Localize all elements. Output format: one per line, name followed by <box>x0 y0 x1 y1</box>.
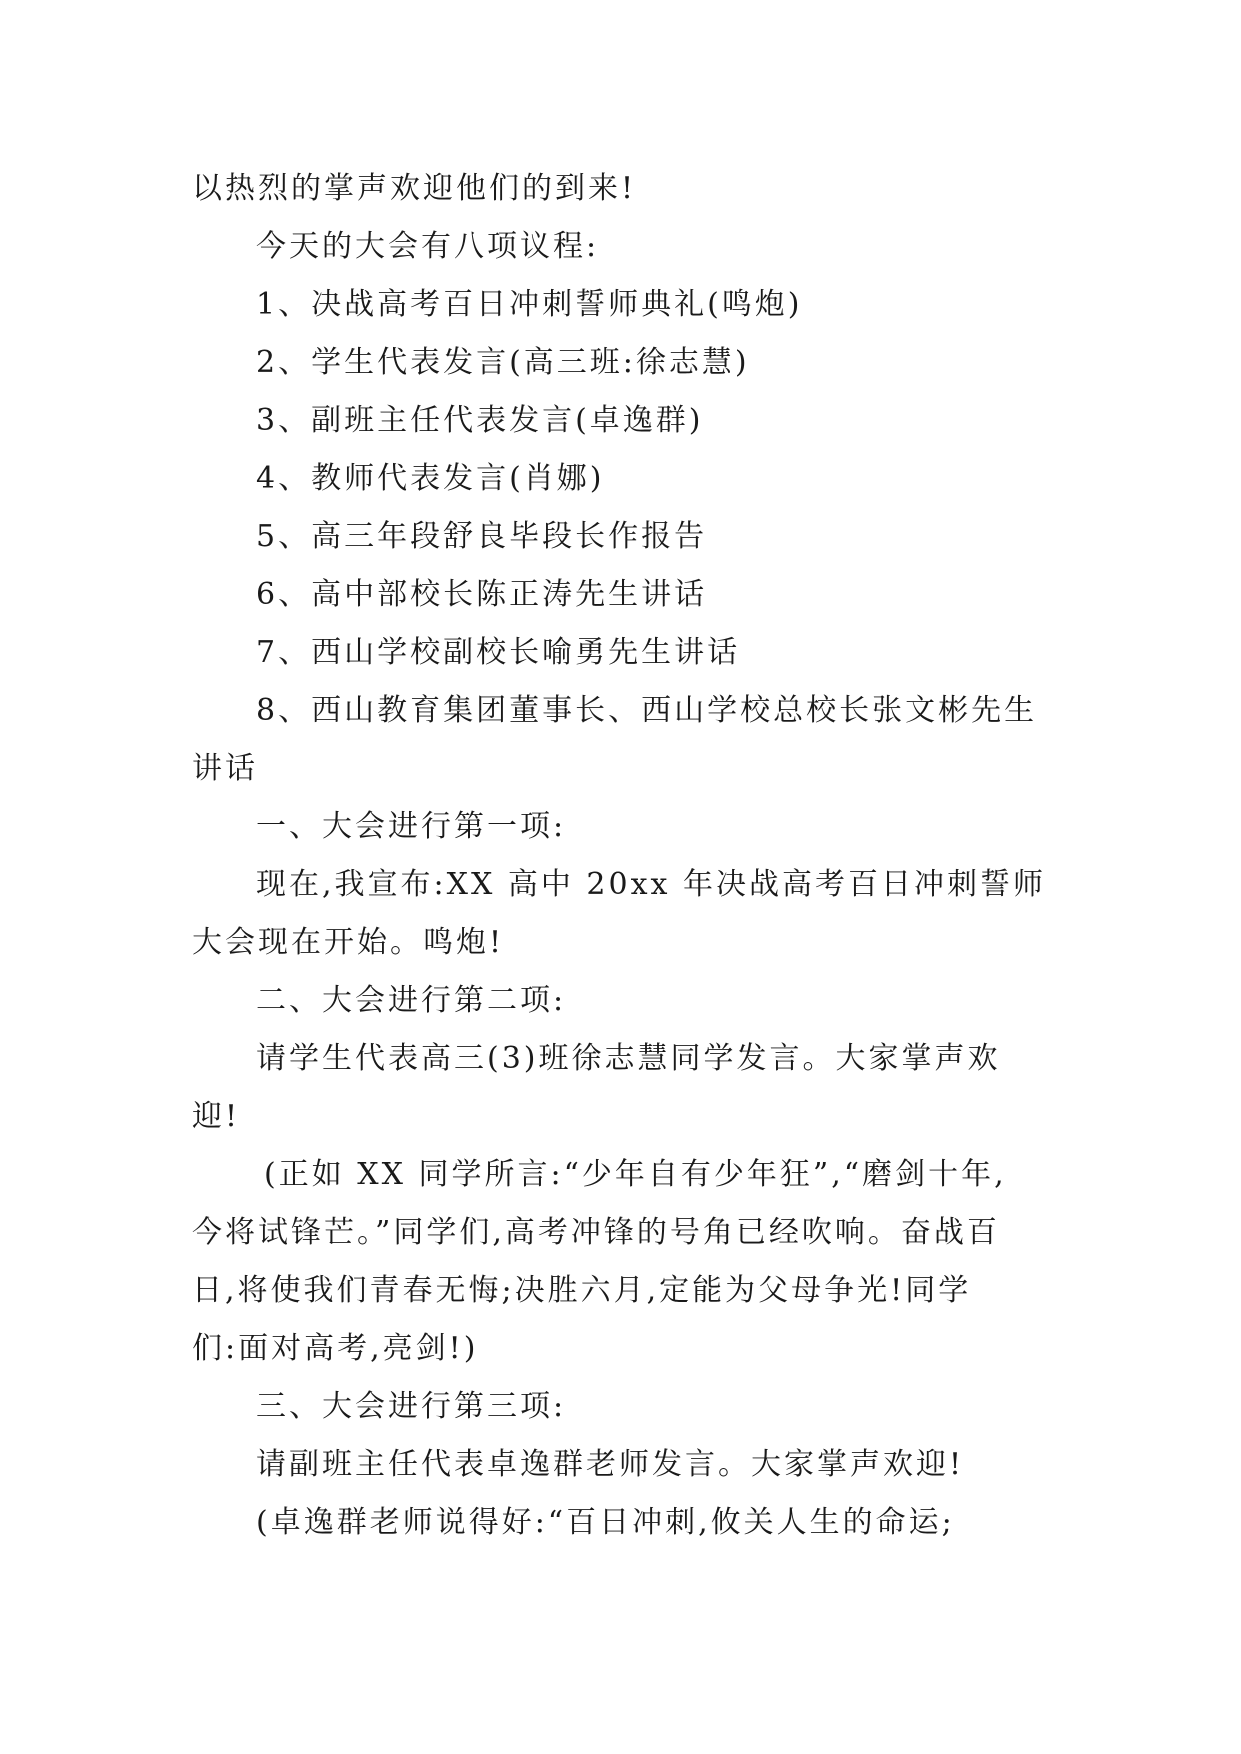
text-line: 请学生代表高三(3)班徐志慧同学发言。大家掌声欢 <box>256 1041 1001 1076</box>
text-line: 以热烈的掌声欢迎他们的到来! <box>192 171 637 206</box>
agenda-item: 1、决战高考百日冲刺誓师典礼(鸣炮) <box>256 287 803 322</box>
text-line: 迎! <box>192 1099 241 1134</box>
section-heading: 二、大会进行第二项: <box>256 983 567 1018</box>
agenda-item: 3、副班主任代表发言(卓逸群) <box>256 403 704 438</box>
text-line: (正如 XX 同学所言:“少年自有少年狂”,“磨剑十年, <box>264 1157 1007 1192</box>
text-line: 现在,我宣布:XX 高中 20xx 年决战高考百日冲刺誓师 <box>256 867 1046 902</box>
agenda-item: 6、高中部校长陈正涛先生讲话 <box>256 577 708 612</box>
text-line: (卓逸群老师说得好:“百日冲刺,攸关人生的命运; <box>256 1505 955 1540</box>
agenda-item: 5、高三年段舒良毕段长作报告 <box>256 519 708 554</box>
agenda-item: 7、西山学校副校长喻勇先生讲话 <box>256 635 741 670</box>
agenda-item: 4、教师代表发言(肖娜) <box>256 461 605 496</box>
text-line: 日,将使我们青春无悔;决胜六月,定能为父母争光!同学 <box>192 1273 972 1308</box>
text-line: 请副班主任代表卓逸群老师发言。大家掌声欢迎! <box>256 1447 965 1482</box>
agenda-item: 2、学生代表发言(高三班:徐志慧) <box>256 345 750 380</box>
text-line: 今天的大会有八项议程: <box>256 229 600 264</box>
section-heading: 三、大会进行第三项: <box>256 1389 567 1424</box>
document-body <box>192 160 1052 1552</box>
text-line: 讲话 <box>192 751 258 786</box>
text-line: 们:面对高考,亮剑!) <box>192 1331 479 1366</box>
section-heading: 一、大会进行第一项: <box>256 809 567 844</box>
text-line: 大会现在开始。鸣炮! <box>192 925 505 960</box>
text-line: 今将试锋芒。”同学们,高考冲锋的号角已经吹响。奋战百 <box>192 1215 1000 1250</box>
agenda-item: 8、西山教育集团董事长、西山学校总校长张文彬先生 <box>256 693 1038 728</box>
